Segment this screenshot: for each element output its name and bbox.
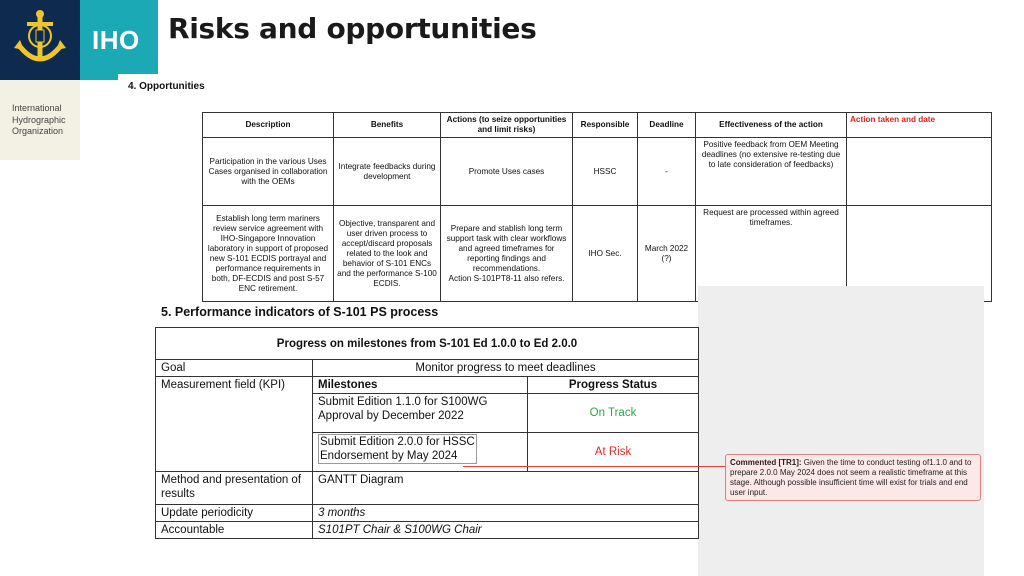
milestone-line: Approval by December 2022	[318, 410, 464, 422]
column-header: Effectiveness of the action	[696, 113, 847, 138]
kpi-table	[155, 327, 699, 539]
org-name-line: International	[12, 103, 62, 113]
goal-value: Monitor progress to meet deadlines	[313, 360, 699, 377]
review-comment[interactable]	[725, 454, 981, 501]
anchor-emblem-icon	[0, 0, 80, 80]
effectiveness-cell: Positive feedback from OEM Meeting deadlines (no extensive re-testing due to late consideration of feedbacks)	[696, 138, 847, 206]
kpi-title-row	[156, 328, 699, 360]
method-label: Method and presentation of results	[156, 472, 313, 505]
comment-connector	[463, 466, 725, 467]
column-header: Benefits	[334, 113, 441, 138]
action-taken-cell	[847, 138, 992, 206]
milestone-line: Endorsement by May 2024	[320, 450, 458, 462]
table-row	[156, 522, 699, 539]
responsible-cell: HSSC	[573, 138, 638, 206]
status-header: Progress Status	[528, 377, 699, 394]
comment-text: Given the time to conduct testing of1.1.0 and to prepare 2.0.0 May 2024 does not seem a realistic timeframe at this stage. Although possible insufficient time will exist for trials and end user input.	[730, 458, 972, 497]
logo-text: IHO	[92, 25, 140, 55]
column-header-action-taken: Action taken and date	[847, 113, 992, 138]
kpi-label: Measurement field (KPI)	[156, 377, 313, 472]
periodicity-label: Update periodicity	[156, 505, 313, 522]
org-name-line: Hydrographic	[12, 114, 66, 125]
table-row	[203, 138, 992, 206]
iho-emblem	[0, 0, 80, 80]
milestone-line: Submit Edition 1.1.0 for S100WG	[318, 396, 488, 408]
column-header: Deadline	[638, 113, 696, 138]
deadline-cell: -	[638, 138, 696, 206]
accountable-label: Accountable	[156, 522, 313, 539]
table-row	[156, 360, 699, 377]
column-header: Description	[203, 113, 334, 138]
periodicity-value: 3 months	[313, 505, 699, 522]
status-on-track: On Track	[528, 394, 699, 433]
iho-logo	[80, 0, 158, 80]
effectiveness-cell: Request are processed within agreed timeframes.	[696, 206, 847, 302]
kpi-table-title: Progress on milestones from S-101 Ed 1.0.0 to Ed 2.0.0	[156, 328, 699, 360]
table-row	[156, 472, 699, 505]
actions-text: Prepare and stablish long term support task with clear workflows and agreed timeframes for reporting findings and recommendations.	[446, 223, 567, 273]
column-header: Actions (to seize opportunities and limit risks)	[441, 113, 573, 138]
milestones-header: Milestones	[313, 377, 528, 394]
column-header: Responsible	[573, 113, 638, 138]
milestone-line: Submit Edition 2.0.0 for HSSC	[320, 436, 475, 448]
table-row	[156, 505, 699, 522]
accountable-value: S101PT Chair & S100WG Chair	[313, 522, 699, 539]
description-cell: Participation in the various Uses Cases organised in collaboration with the OEMs	[203, 138, 334, 206]
comment-author: Commented [TR1]:	[730, 458, 802, 467]
status-at-risk: At Risk	[528, 433, 699, 472]
benefits-cell: Integrate feedbacks during development	[334, 138, 441, 206]
page-title: Risks and opportunities	[168, 12, 537, 45]
responsible-cell: IHO Sec.	[573, 206, 638, 302]
opportunities-heading: 4. Opportunities	[128, 81, 205, 92]
benefits-cell: Objective, transparent and user driven process to accept/discard proposals related to the look and behavior of S-101 ENCs and the performance S-100 ECDIS.	[334, 206, 441, 302]
opportunities-table	[202, 112, 992, 302]
actions-cell	[441, 138, 573, 206]
actions-extra: Action S-101PT8-11 also refers.	[448, 273, 565, 283]
description-cell: Establish long term mariners review service agreement with IHO-Singapore Innovation laboratory in support of proposed new S-101 ECDIS portrayal and performance requirements in both, DF-ECDIS and post S-57 ENC retirement.	[203, 206, 334, 302]
org-name-line: Organization	[12, 126, 64, 136]
org-name	[12, 103, 66, 138]
milestone-cell	[313, 394, 528, 433]
table-row	[156, 377, 699, 394]
method-value: GANTT Diagram	[313, 472, 699, 505]
comment-pane	[698, 286, 984, 576]
table-header-row	[203, 113, 992, 138]
actions-cell	[441, 206, 573, 302]
kpi-heading: 5. Performance indicators of S-101 PS process	[161, 305, 439, 319]
deadline-cell: March 2022 (?)	[638, 206, 696, 302]
milestone-highlighted[interactable]	[318, 434, 477, 464]
actions-text: Promote Uses cases	[468, 166, 545, 176]
goal-label: Goal	[156, 360, 313, 377]
